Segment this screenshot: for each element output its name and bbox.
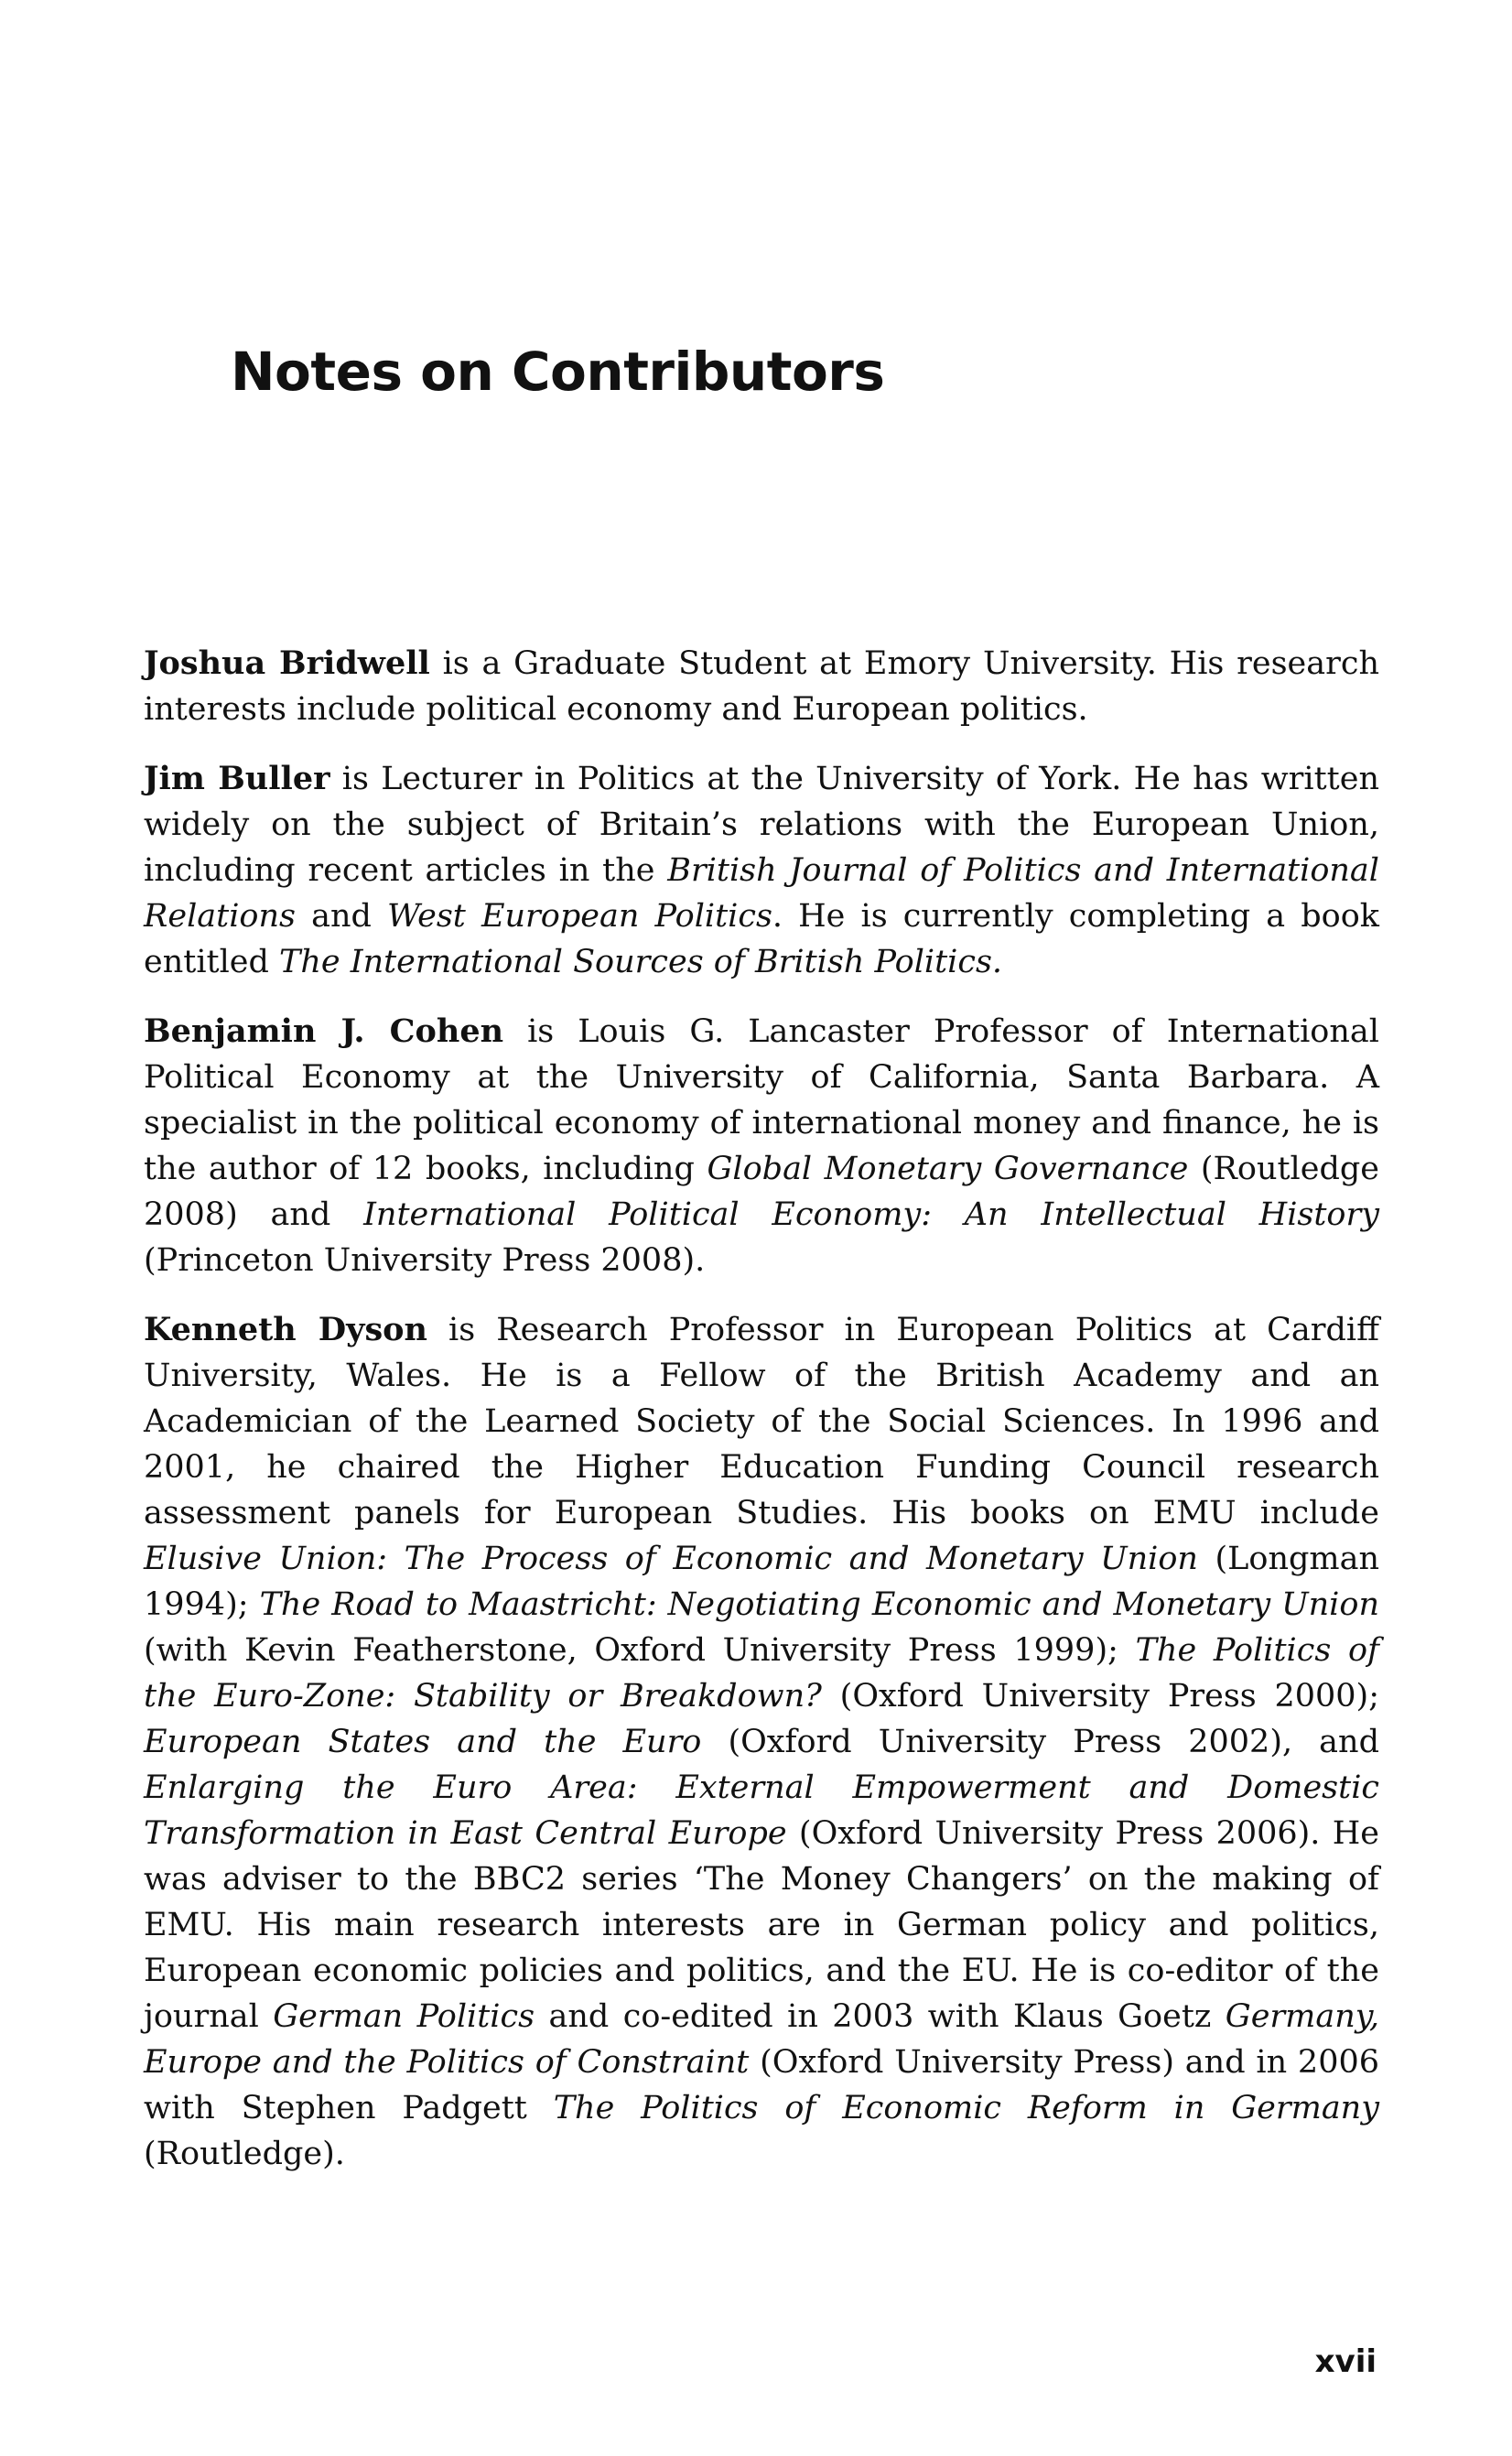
contributor-name: Kenneth Dyson [144,1311,427,1348]
entry-title: Global Monetary Governance [707,1151,1189,1187]
entry-title: The Politics of Economic Reform in Germany [553,2090,1379,2126]
contributor-entry [144,1009,1379,1283]
entry-text: is Louis G. Lancaster Professor of International Political Economy at the University of California, Santa Barbara. A specialist in the political economy of international money and finance, he is the author of 12 books, including [144,1013,1379,1187]
entry-title: Enlarging the Euro Area: External Empowerment and Domestic Transformation in East Central Europe [144,1769,1379,1852]
contributor-entry [144,1307,1379,2177]
entry-title: German Politics [273,1998,535,2035]
entry-text: is Research Professor in European Politics at Cardiff University, Wales. He is a Fellow of the British Academy and an Academician of the Learned Society of the Social Sciences. In 1996 and 2001, he chaired the Higher Education Funding Council research assessment panels for European Studies. His books on EMU include [144,1312,1379,1531]
entry-text: (Oxford University Press 2006). He was adviser to the BBC2 series ‘The Money Changers’ on the making of EMU. His main research interests are in German policy and politics, European economic policies and politics, and the EU. He is co-editor of the journal [144,1815,1380,2035]
contributor-entry [144,641,1379,732]
entry-title: British Journal of Politics and International Relations [144,852,1379,935]
entry-title: International Political Economy: An Intellectual History [363,1196,1379,1233]
entry-title: Elusive Union: The Process of Economic and Monetary Union [144,1541,1198,1577]
entry-text: (Routledge). [144,2136,345,2172]
entry-text: and co-edited in 2003 with Klaus Goetz [535,1998,1226,2035]
entry-text: (Longman 1994); [144,1541,1379,1623]
page-number: xvii [1314,2343,1377,2380]
contributor-name: Benjamin J. Cohen [144,1012,504,1050]
entry-title: Germany, Europe and the Politics of Constraint [144,1998,1379,2081]
page-title: Notes on Contributors [231,341,885,403]
entry-text: (Oxford University Press) and in 2006 with Stephen Padgett [144,2044,1379,2126]
entry-title: The Road to Maastricht: Negotiating Economic and Monetary Union [259,1586,1379,1623]
entry-title: The International Sources of British Politics. [279,944,1003,980]
entry-text: (Oxford University Press 2002), and [701,1724,1379,1760]
contributor-entry [144,756,1379,985]
entry-text: . He is currently completing a book entitled [144,898,1379,980]
entry-title: The Politics of the Euro-Zone: Stability or Breakdown? [144,1632,1380,1715]
entry-text: (with Kevin Featherstone, Oxford University Press 1999); [144,1632,1136,1669]
entry-text: (Routledge 2008) and [144,1151,1379,1233]
entry-title: European States and the Euro [144,1724,702,1760]
entry-title: West European Politics [387,898,772,935]
entry-text: (Oxford University Press 2000); [821,1678,1379,1715]
contributor-name: Jim Buller [144,760,330,797]
contributors-list [144,641,1379,2201]
entry-text: is Lecturer in Politics at the University of York. He has written widely on the subject of Britain’s relations with the European Union, including recent articles in the [144,761,1379,889]
entry-text: is a Graduate Student at Emory University. His research interests include political economy and European politics. [144,645,1379,728]
contributor-name: Joshua Bridwell [144,644,430,682]
entry-text: and [295,898,387,935]
entry-text: (Princeton University Press 2008). [144,1242,706,1279]
